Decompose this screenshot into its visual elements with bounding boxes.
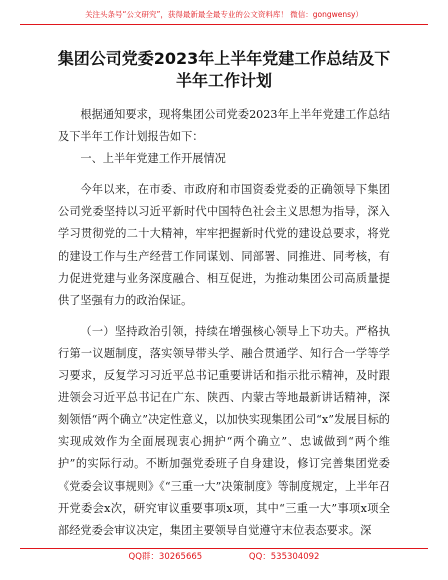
promo-banner-text: 关注头条号“公文研究”，获得最新最全最专业的公文资料库！ 微信：gongwensy） xyxy=(85,10,363,19)
intro-paragraph: 根据通知要求，现将集团公司党委2023年上半年党建工作总结及下半年工作计划报告如下： xyxy=(58,108,390,144)
contact-footer xyxy=(20,548,428,565)
promo-banner xyxy=(20,8,428,25)
document-body xyxy=(58,104,390,542)
section-heading: 一、上半年党建工作开展情况 xyxy=(80,152,226,166)
body-paragraph: 今年以来，在市委、市政府和市国资委党委的正确领导下集团公司党委坚持以习近平新时代中国特色社会主义思想为指导，深入学习贯彻党的二十大精神，牢牢把握新时代党的建设总要求，将党的建设工作与生产经营工作同谋划、同部署、同推进、同考核，有力促进党建与业务深度融合、相互促进，为推动集团公司高质量提供了坚强有力的政治保证。 xyxy=(58,183,390,307)
qq-group-text: QQ群：30265665 xyxy=(128,552,203,562)
document-title: 集团公司党委2023年上半年党建工作总结及下半年工作计划 xyxy=(57,49,391,90)
body-paragraph: （一）坚持政治引领，持续在增强核心领导上下功夫。严格执行第一议题制度，落实领导带头学、融合贯通学、知行合一学等学习要求，反复学习习近平总书记重要讲话和指示批示精神，及时跟进领会习近平总书记在广东、陕西、内蒙古等地最新讲话精神，深刻领悟“两个确立”决定性意义，以加快实现集团公司“x”发展目标的实现成效作为全面展现衷心拥护“两个确立”、忠诚做到“两个维护”的实际行动。不断加强党委班子自身建设，修订完善集团党委《党委会议事规则》《“三重一大”决策制度》等制度规定，上半年召开党委会x次，研究审议重要事项x项，其中“三重一大”事项x项全部经党委会审议决定，集团主要领导自觉遵守末位表态要求。深 xyxy=(58,324,390,537)
qq-text: QQ：535304092 xyxy=(248,552,320,562)
